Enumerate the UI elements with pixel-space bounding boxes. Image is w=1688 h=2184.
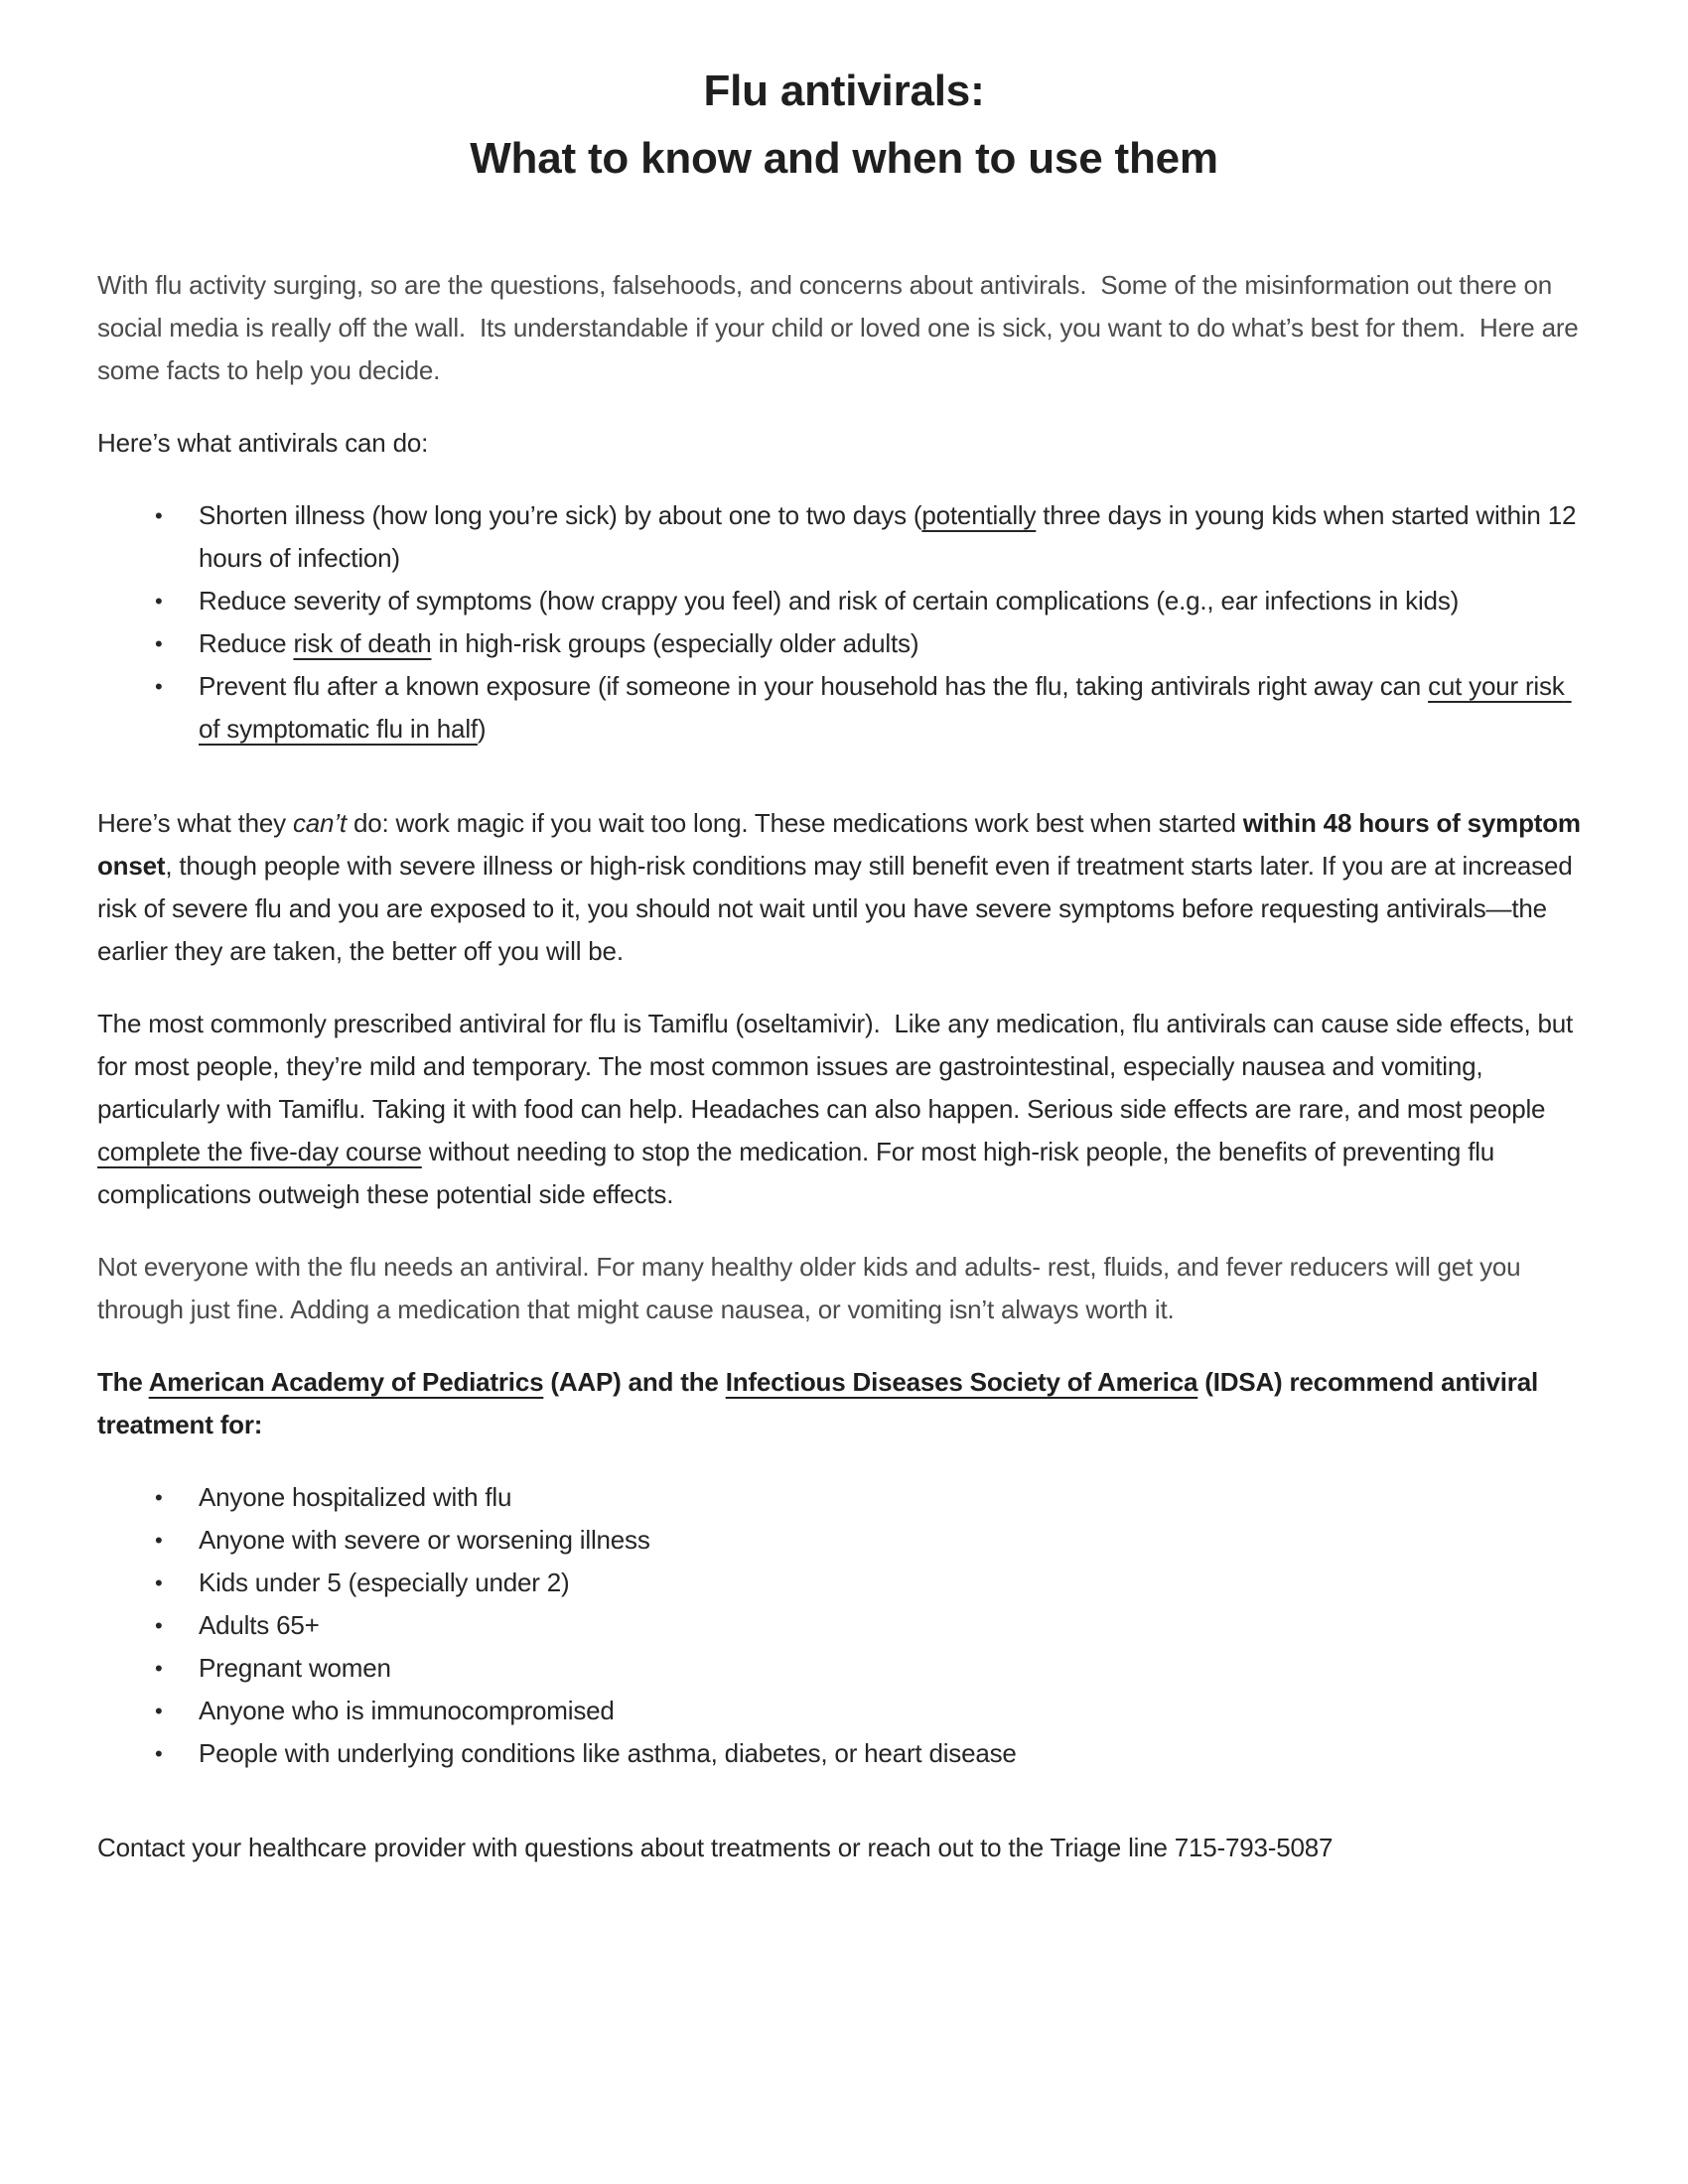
text-run: Prevent flu after a known exposure (if someone in your household has the flu, taking antivirals right away can bbox=[199, 671, 1429, 701]
text-run: The bbox=[97, 1367, 149, 1397]
text-run: Reduce bbox=[199, 628, 294, 658]
text-run: (IDSA) recommend antiviral treatment for: bbox=[97, 1367, 1546, 1439]
text-run: three days in young kids when started within 12 hours of infection) bbox=[199, 500, 1584, 573]
text-run: The most commonly prescribed antiviral for flu is Tamiflu (oseltamivir). Like any medication, flu antivirals can cause side effects, but for most people, they’re mild and temporary. The most common issues are gastrointestinal, especially nausea and vomiting, particularly with Tamiflu. Taking it with food can help. Headaches can also happen. Serious side effects are rare, and most people bbox=[97, 1009, 1581, 1124]
text-run: in high-risk groups (especially older adults) bbox=[431, 628, 919, 658]
bullet-icon: • bbox=[155, 589, 163, 614]
bullet-icon: • bbox=[155, 1613, 163, 1638]
text-run: (AAP) and the bbox=[543, 1367, 726, 1397]
list-item bbox=[97, 1647, 1589, 1690]
can-do-list bbox=[97, 494, 1589, 751]
underlined-text: risk of death bbox=[293, 628, 432, 658]
bullet-icon: • bbox=[155, 503, 163, 528]
text-run: Anyone hospitalized with flu bbox=[199, 1482, 512, 1512]
text-run: Here’s what they bbox=[97, 808, 293, 838]
not-everyone-paragraph bbox=[97, 1246, 1589, 1331]
underlined-text: potentially bbox=[921, 500, 1037, 530]
contact-line bbox=[97, 1827, 1589, 1869]
bullet-icon: • bbox=[155, 631, 163, 656]
underlined-text: complete the five-day course bbox=[97, 1137, 422, 1166]
list-item bbox=[97, 1690, 1589, 1732]
list-item bbox=[97, 1519, 1589, 1562]
document-title bbox=[0, 58, 1688, 193]
underlined-text: cut your risk of symptomatic flu in half bbox=[199, 671, 1572, 744]
side-effects-paragraph bbox=[97, 1003, 1589, 1216]
intro-paragraph bbox=[97, 264, 1589, 392]
document-title-line1: Flu antivirals: bbox=[703, 67, 985, 115]
text-run: Contact your healthcare provider with questions about treatments or reach out to the Triage line 715-793-5087 bbox=[97, 1833, 1334, 1862]
text-run: without needing to stop the medication. For most high-risk people, the benefits of preventing flu complications outweigh these potential side effects. bbox=[97, 1137, 1502, 1209]
list-item bbox=[97, 494, 1589, 580]
bullet-icon: • bbox=[155, 1485, 163, 1510]
can-do-heading bbox=[97, 422, 1589, 465]
cant-do-paragraph bbox=[97, 802, 1589, 973]
list-item bbox=[97, 665, 1589, 751]
text-run: can’t bbox=[293, 808, 347, 838]
list-item bbox=[97, 1732, 1589, 1775]
text-run: ) bbox=[477, 714, 487, 744]
bullet-icon: • bbox=[155, 1699, 163, 1723]
text-run: Adults 65+ bbox=[199, 1610, 320, 1640]
text-run: Reduce severity of symptoms (how crappy you feel) and risk of certain complications (e.g., ear infections in kids) bbox=[199, 586, 1460, 615]
recommendation-heading bbox=[97, 1361, 1589, 1446]
text-run: within 48 hours of symptom onset bbox=[97, 808, 1588, 881]
text-run: Kids under 5 (especially under 2) bbox=[199, 1568, 570, 1597]
text-run: Here’s what antivirals can do: bbox=[97, 428, 429, 458]
bullet-icon: • bbox=[155, 1570, 163, 1595]
bullet-icon: • bbox=[155, 674, 163, 699]
list-item bbox=[97, 1604, 1589, 1647]
list-item bbox=[97, 622, 1589, 665]
bullet-icon: • bbox=[155, 1528, 163, 1553]
document-body bbox=[97, 264, 1589, 1869]
recommend-list bbox=[97, 1476, 1589, 1775]
document-title-line2: What to know and when to use them bbox=[470, 134, 1218, 183]
underlined-text: American Academy of Pediatrics bbox=[148, 1367, 544, 1397]
text-run: Shorten illness (how long you’re sick) by about one to two days ( bbox=[199, 500, 922, 530]
text-run: Not everyone with the flu needs an antiviral. For many healthy older kids and adults- rest, fluids, and fever reducers will get you through just fine. Adding a medication that might cause nausea, or vomiting isn’t always worth it. bbox=[97, 1252, 1528, 1324]
text-run: Anyone with severe or worsening illness bbox=[199, 1525, 650, 1555]
text-run: Pregnant women bbox=[199, 1653, 391, 1683]
text-run: , though people with severe illness or high-risk conditions may still benefit even if treatment starts later. If you are at increased risk of severe flu and you are exposed to it, you should not wait until you have severe symptoms before requesting antivirals—the earlier they are taken, the better off you will be. bbox=[97, 851, 1580, 966]
list-item bbox=[97, 1562, 1589, 1604]
text-run: With flu activity surging, so are the questions, falsehoods, and concerns about antivirals. Some of the misinformation out there on social media is really off the wall. Its understandable if your child or loved one is sick, you want to do what’s best for them. Here are some facts to help you decide. bbox=[97, 270, 1586, 385]
underlined-text: Infectious Diseases Society of America bbox=[725, 1367, 1198, 1397]
list-item bbox=[97, 1476, 1589, 1519]
list-item bbox=[97, 580, 1589, 622]
text-run: Anyone who is immunocompromised bbox=[199, 1696, 615, 1725]
text-run: do: work magic if you wait too long. These medications work best when started bbox=[346, 808, 1243, 838]
bullet-icon: • bbox=[155, 1656, 163, 1681]
text-run: People with underlying conditions like asthma, diabetes, or heart disease bbox=[199, 1738, 1017, 1768]
bullet-icon: • bbox=[155, 1741, 163, 1766]
